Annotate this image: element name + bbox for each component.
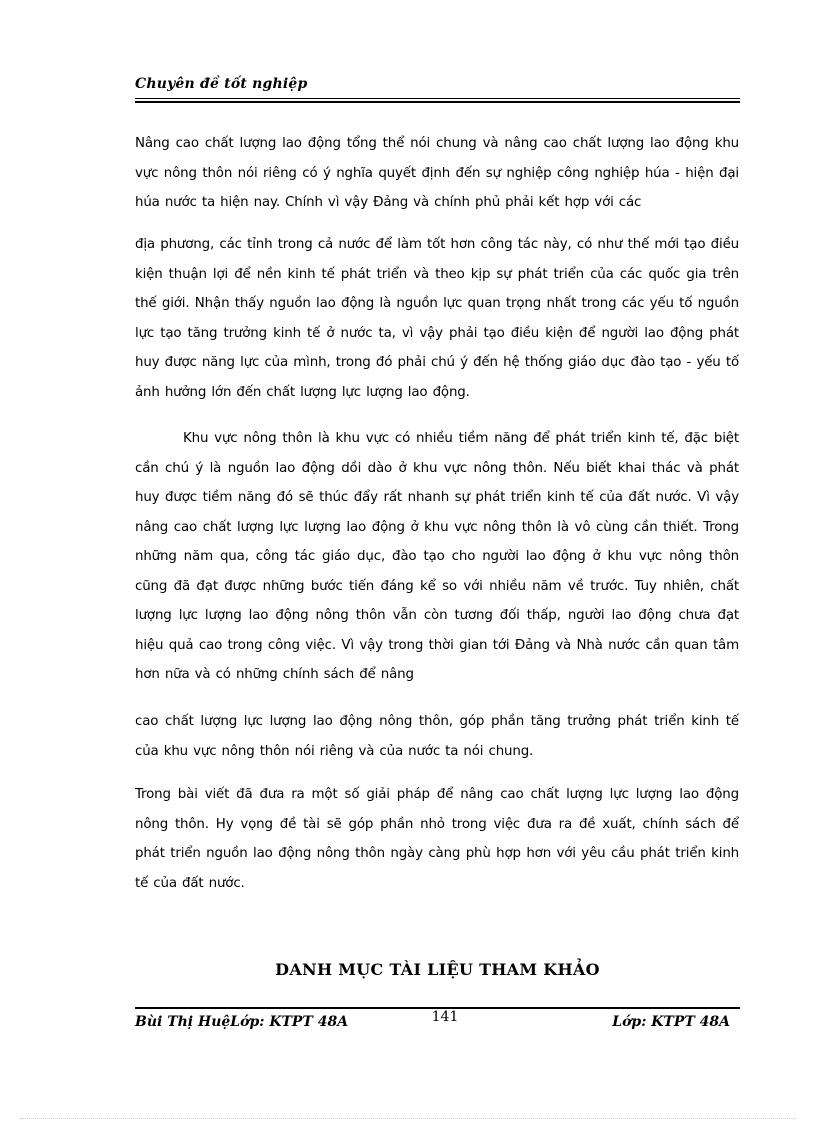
header-title: Chuyên đề tốt nghiệp: [135, 76, 308, 92]
header-rule-thin: [135, 98, 740, 99]
body-paragraph-4: cao chất lượng lực lượng lao động nông thôn, góp phần tăng trưởng phát triển kinh tế của khu vực nông thôn nói riêng và của nước ta nói chung.: [135, 714, 739, 759]
page-edge-divider: [20, 1118, 796, 1119]
body-paragraph-2: địa phương, các tỉnh trong cả nước để làm tốt hơn công tác này, có như thế mới tạo điều kiện thuận lợi để nền kinh tế phát triển và theo kịp sự phát triển của các quốc gia trên thế giới. Nhận thấy nguồn lao động là nguồn lực quan trọng nhất trong các yếu tố nguồn lực tạo tăng trưởng kinh tế ở nước ta, vì vậy phải tạo điều kiện để người lao động phát huy được năng lực của mình, trong đó phải chú ý đến hệ thống giáo dục đào tạo - yếu tố ảnh hưởng lớn đến chất lượng lực lượng lao động.: [135, 237, 739, 400]
body-paragraph-3: Khu vực nông thôn là khu vực có nhiều tiềm năng để phát triển kinh tế, đặc biệt cần chú ý là nguồn lao động dồi dào ở khu vực nông thôn. Nếu biết khai thác và phát huy được tiềm năng đó sẽ thúc đẩy rất nhanh sự phát triển kinh tế của đất nước. Vì vậy nâng cao chất lượng lực lượng lao động ở khu vực nông thôn là vô cùng cần thiết. Trong những năm qua, công tác giáo dục, đào tạo cho người lao động ở khu vực nông thôn cũng đã đạt được những bước tiến đáng kể so với nhiều năm về trước. Tuy nhiên, chất lượng lực lượng lao động nông thôn vẫn còn tương đối thấp, người lao động chưa đạt hiệu quả cao trong công việc. Vì vậy trong thời gian tới Đảng và Nhà nước cần quan tâm hơn nữa và có những chính sách để nâng: [135, 431, 739, 682]
page-number: 141: [431, 1009, 459, 1025]
references-heading: DANH MỤC TÀI LIỆU THAM KHẢO: [275, 960, 600, 979]
footer-author-class: Bùi Thị HuệLớp: KTPT 48A: [135, 1014, 349, 1030]
header-rule-thick: [135, 101, 740, 103]
footer-class: Lớp: KTPT 48A: [612, 1014, 730, 1030]
body-paragraph-1: Nâng cao chất lượng lao động tổng thể nói chung và nâng cao chất lượng lao động khu vực nông thôn nói riêng có ý nghĩa quyết định đến sự nghiệp công nghiệp húa - hiện đại húa nước ta hiện nay. Chính vì vậy Đảng và chính phủ phải kết hợp với các: [135, 136, 739, 210]
body-paragraph-5: Trong bài viết đã đưa ra một số giải pháp để nâng cao chất lượng lực lượng lao động nông thôn. Hy vọng đề tài sẽ góp phần nhỏ trong việc đưa ra đề xuất, chính sách để phát triển nguồn lao động nông thôn ngày càng phù hợp hơn với yêu cầu phát triển kinh tế của đất nước.: [135, 787, 739, 891]
